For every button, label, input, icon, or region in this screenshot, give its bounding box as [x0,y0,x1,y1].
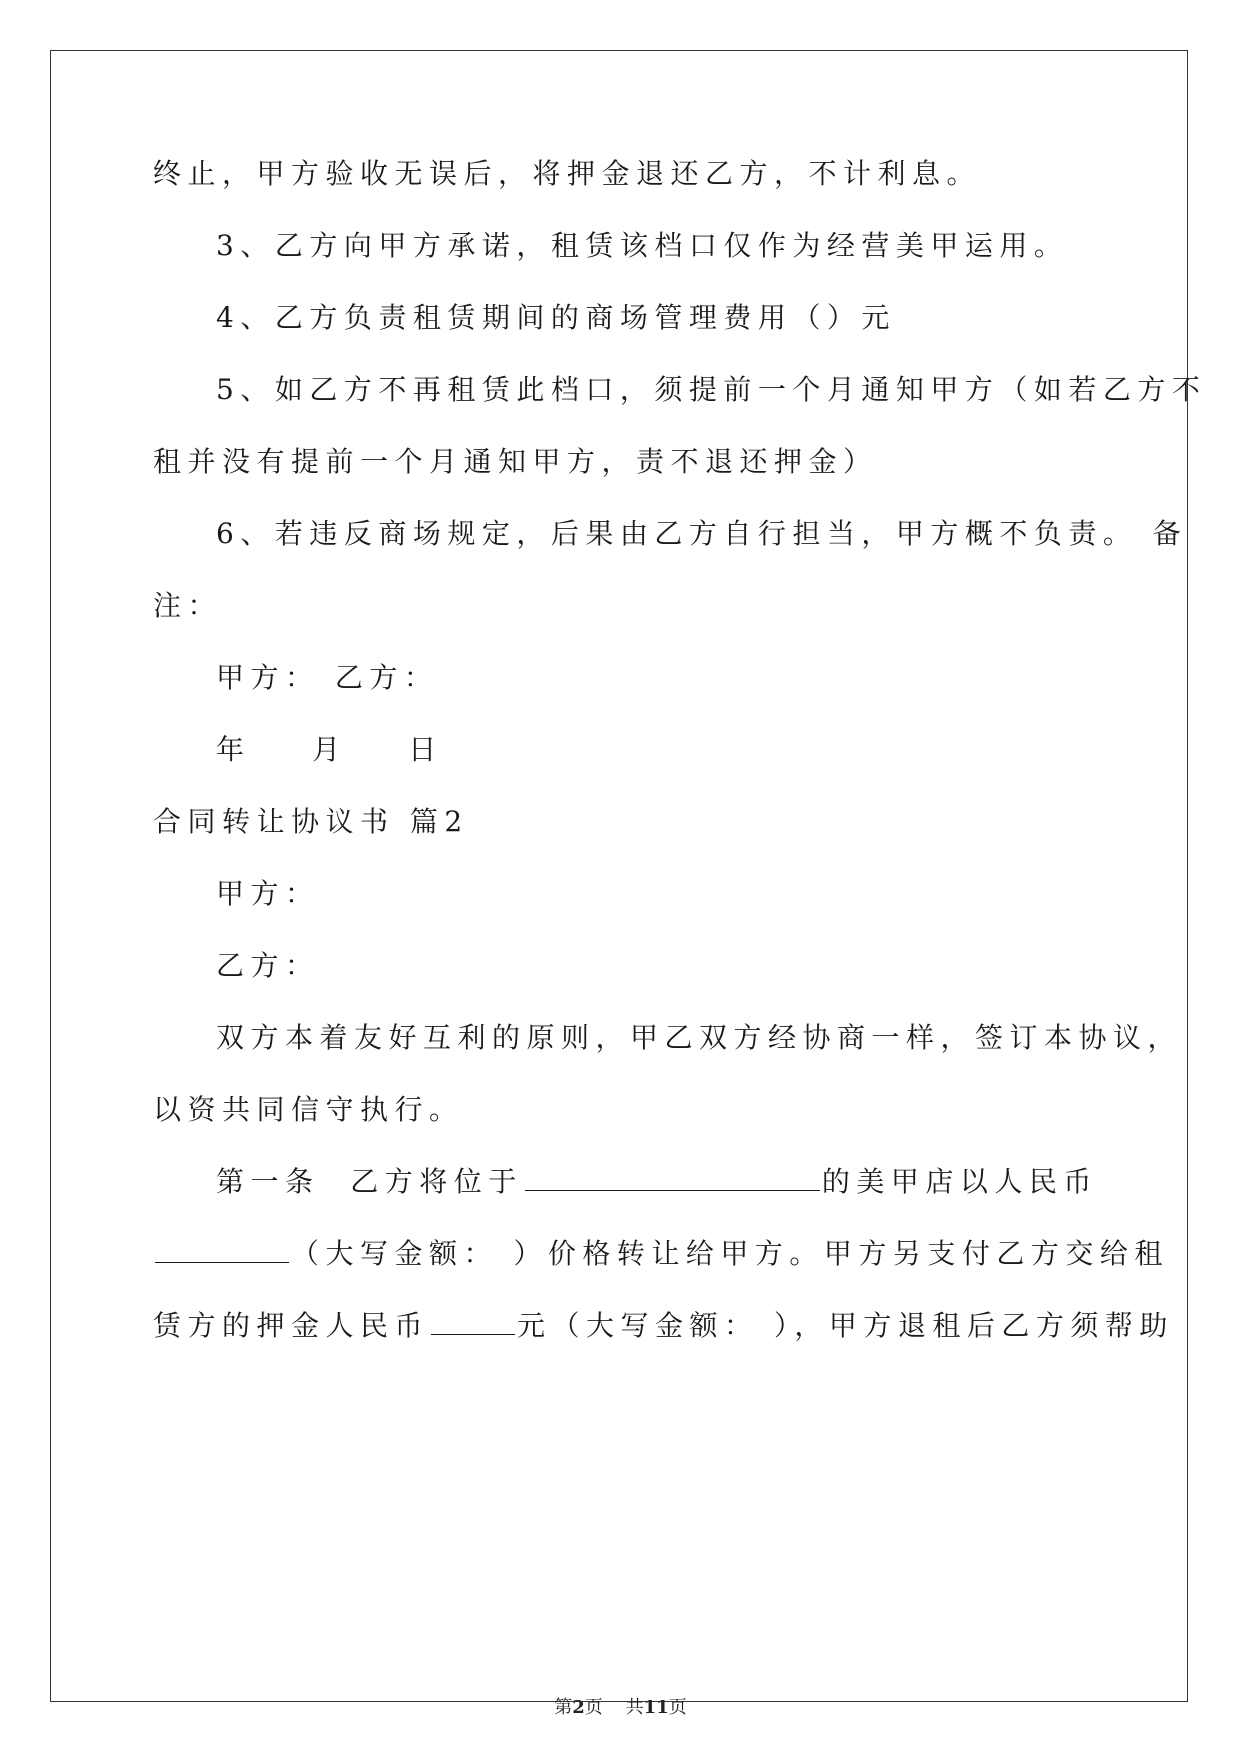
footer-text: 页 [668,1697,687,1718]
party-b-label: 乙方： [216,949,320,982]
party-a-label: 甲方： [216,877,320,910]
clause-4: 4、乙方负责租赁期间的商场管理费用（）元 [216,301,896,334]
clause-5: 5、如乙方不再租赁此档口，须提前一个月通知甲方（如若乙方不 [216,373,1207,406]
clause-1-line-2 [153,1234,1169,1274]
footer-text: 页 共 [584,1697,644,1718]
total-pages: 11 [643,1697,669,1718]
text-line: 注： [153,589,223,622]
clause-1-text: 的美甲店以人民币 [821,1165,1098,1198]
text-line: 租并没有提前一个月通知甲方，责不退还押金） [153,445,878,478]
clause-6: 6、若违反商场规定，后果由乙方自行担当，甲方概不负责。 备 [216,517,1188,550]
clause-3: 3、乙方向甲方承诺，租赁该档口仅作为经营美甲运用。 [216,229,1069,262]
clause-1-text: 第一条 乙方将位于 [216,1165,523,1198]
text-line: 以资共同信守执行。 [153,1093,464,1126]
clause-1-line-3 [153,1306,1174,1346]
preamble: 双方本着友好互利的原则，甲乙双方经协商一样，签订本协议， [216,1021,1183,1054]
text-line: 终止，甲方验收无误后，将押金退还乙方，不计利息。 [153,157,982,190]
clause-1-line-1 [216,1162,1098,1202]
clause-1-text: 赁方的押金人民币 [153,1309,430,1342]
date-line: 年 月 日 [216,733,443,766]
address-blank[interactable] [525,1164,820,1191]
price-blank[interactable] [155,1236,289,1263]
signature-parties: 甲方： 乙方： [216,661,439,694]
deposit-blank[interactable] [431,1308,515,1335]
page-footer [0,1693,1241,1719]
clause-1-text: （大写金额： ）价格转让给甲方。甲方另支付乙方交给租 [291,1237,1169,1270]
page-number: 2 [572,1697,585,1718]
clause-1-text: 元（大写金额： ），甲方退租后乙方须帮助 [517,1309,1174,1342]
section-heading: 合同转让协议书 篇2 [153,805,469,838]
footer-text: 第 [554,1697,573,1718]
